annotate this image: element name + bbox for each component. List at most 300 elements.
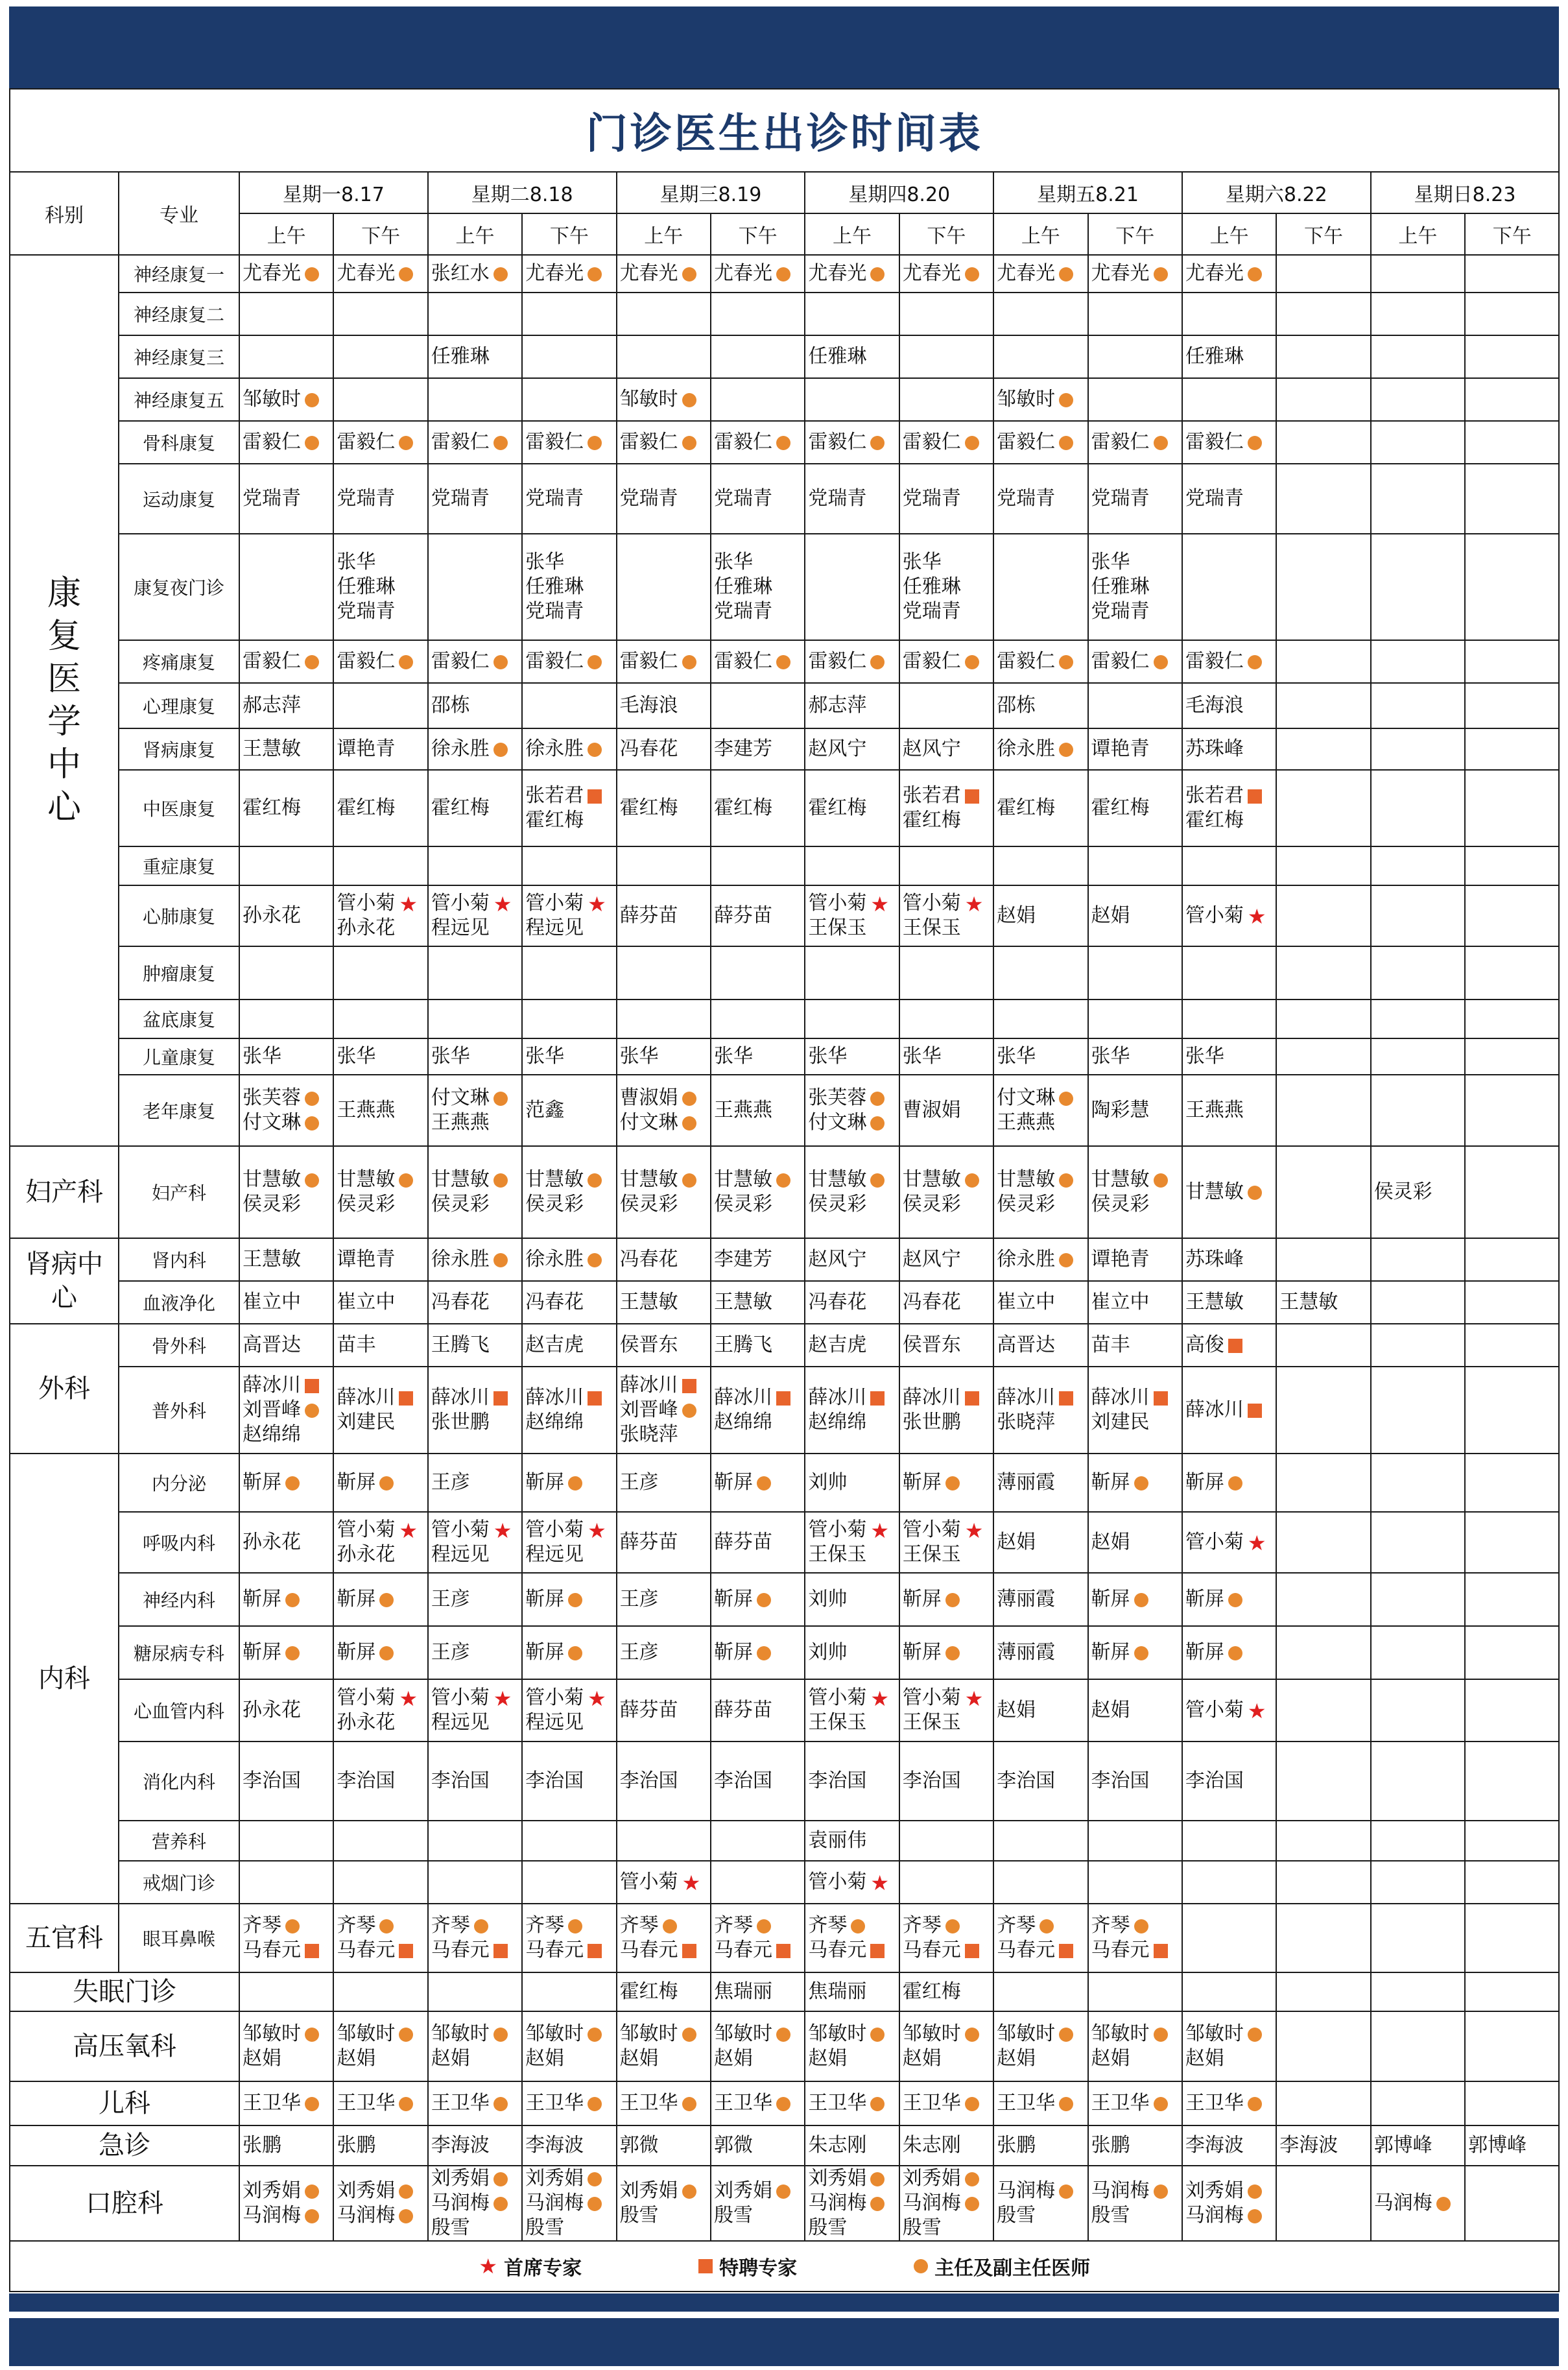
doctor-name: 刘秀娟 xyxy=(337,2179,396,2202)
doctor-entry xyxy=(1091,575,1179,599)
doctor-name: 赵娟 xyxy=(1091,904,1130,927)
schedule-cell xyxy=(1182,378,1276,421)
specialty-name: 血液净化 xyxy=(119,1281,239,1324)
doctor-name: 赵风宁 xyxy=(808,737,867,760)
schedule-cell xyxy=(1371,946,1465,999)
doctor-entry xyxy=(1091,2179,1179,2203)
chief-star-icon: ★ xyxy=(870,1871,890,1895)
doctor-name: 齐琴 xyxy=(713,1914,753,1937)
doctor-entry xyxy=(997,1587,1084,1612)
schedule-cell xyxy=(993,2125,1087,2166)
schedule-cell xyxy=(522,640,616,683)
schedule-cell xyxy=(899,1573,993,1626)
doctor-name: 薛芬苗 xyxy=(713,1531,772,1553)
doctor-name: 侯晋东 xyxy=(619,1334,678,1356)
doctor-entry xyxy=(997,1470,1084,1495)
schedule-cell xyxy=(711,1367,805,1454)
doctor-name: 王卫华 xyxy=(902,2092,961,2114)
doctor-entry xyxy=(808,916,896,940)
schedule-cell xyxy=(333,1573,427,1626)
schedule-cell xyxy=(1371,728,1465,770)
doctor-entry xyxy=(337,1542,424,1567)
doctor-entry xyxy=(525,1542,613,1567)
doctor-name: 雷毅仁 xyxy=(1091,650,1150,673)
doctor-name: 朱志刚 xyxy=(902,2134,961,2157)
schedule-cell xyxy=(1088,1573,1182,1626)
doctor-entry xyxy=(903,2091,990,2116)
doctor-name: 王燕燕 xyxy=(997,1111,1056,1134)
chief-star-icon: ★ xyxy=(588,892,606,916)
schedule-cell xyxy=(428,2081,522,2125)
doctor-entry xyxy=(243,1913,330,1938)
schedule-cell xyxy=(711,1972,805,2011)
doctor-entry xyxy=(1374,2191,1462,2216)
doctor-entry xyxy=(1185,1098,1273,1123)
doctor-name: 张若君 xyxy=(902,784,961,807)
schedule-cell xyxy=(617,293,711,335)
schedule-cell xyxy=(805,2125,899,2166)
doctor-name: 刘秀娟 xyxy=(619,2179,678,2202)
doctor-entry xyxy=(337,737,424,761)
doctor-entry xyxy=(337,261,424,286)
schedule-cell xyxy=(522,1367,616,1454)
doctor-entry xyxy=(997,1938,1084,1963)
schedule-row xyxy=(10,534,1559,640)
schedule-cell xyxy=(522,1573,616,1626)
schedule-cell xyxy=(1276,1679,1370,1742)
schedule-cell xyxy=(899,2011,993,2081)
schedule-cell xyxy=(333,1742,427,1821)
doctor-entry xyxy=(714,649,802,674)
schedule-cell xyxy=(617,1972,711,2011)
doctor-name: 付文琳 xyxy=(431,1086,490,1109)
doctor-entry xyxy=(903,430,990,455)
schedule-cell xyxy=(239,2011,333,2081)
doctor-entry xyxy=(1185,737,1273,761)
schedule-cell xyxy=(1465,293,1559,335)
specialty-name: 儿童康复 xyxy=(119,1038,239,1075)
schedule-cell xyxy=(1371,464,1465,534)
doctor-entry xyxy=(903,2191,990,2216)
doctor-entry xyxy=(337,2133,424,2158)
schedule-cell xyxy=(617,640,711,683)
schedule-cell xyxy=(1465,1324,1559,1367)
doctor-name: 张华 xyxy=(337,1045,376,1068)
director-dot-icon xyxy=(568,1476,582,1490)
doctor-entry xyxy=(525,1769,613,1793)
schedule-row xyxy=(10,421,1559,464)
doctor-entry xyxy=(620,1587,707,1612)
doctor-name: 雷毅仁 xyxy=(619,650,678,673)
bottom-band-thin xyxy=(9,2293,1559,2312)
director-dot-icon xyxy=(285,1593,300,1607)
doctor-name: 管小菊 xyxy=(431,892,490,915)
doctor-name: 赵娟 xyxy=(713,2047,753,2070)
doctor-entry xyxy=(525,1710,613,1735)
schedule-cell xyxy=(239,946,333,999)
doctor-entry xyxy=(337,1247,424,1272)
doctor-name: 孙永花 xyxy=(243,904,301,927)
doctor-name: 王彦 xyxy=(431,1471,470,1494)
doctor-name: 党瑞青 xyxy=(619,487,678,510)
doctor-name: 王彦 xyxy=(431,1588,470,1610)
doctor-entry xyxy=(243,2091,330,2116)
doctor-name: 王慧敏 xyxy=(243,737,301,760)
schedule-cell xyxy=(617,1367,711,1454)
schedule-cell xyxy=(1465,378,1559,421)
director-dot-icon xyxy=(1059,436,1073,450)
doctor-entry xyxy=(903,1710,990,1735)
schedule-cell xyxy=(239,534,333,640)
doctor-name: 霍红梅 xyxy=(1185,809,1244,832)
schedule-cell xyxy=(1088,1821,1182,1861)
doctor-entry xyxy=(808,1542,896,1567)
doctor-entry xyxy=(808,1518,896,1542)
doctor-entry xyxy=(997,1167,1084,1192)
doctor-name: 党瑞青 xyxy=(1091,600,1150,623)
director-dot-icon xyxy=(1154,2097,1168,2111)
schedule-cell xyxy=(1465,885,1559,946)
schedule-cell xyxy=(239,885,333,946)
doctor-entry xyxy=(620,2133,707,2158)
doctor-entry xyxy=(903,1640,990,1665)
schedule-cell xyxy=(522,464,616,534)
doctor-entry xyxy=(808,1980,896,2004)
schedule-cell xyxy=(522,1626,616,1679)
doctor-name: 马春元 xyxy=(997,1939,1056,1961)
doctor-name: 尤春光 xyxy=(997,262,1056,285)
doctor-name: 苏珠峰 xyxy=(1185,1248,1244,1271)
doctor-name: 刘晋峰 xyxy=(619,1398,678,1421)
doctor-entry xyxy=(1091,2091,1179,2116)
doctor-entry xyxy=(1185,2133,1273,2158)
doctor-entry xyxy=(337,575,424,599)
schedule-cell xyxy=(1276,293,1370,335)
doctor-entry xyxy=(431,486,519,511)
doctor-name: 殷雪 xyxy=(1091,2204,1130,2227)
doctor-name: 雷毅仁 xyxy=(243,431,301,453)
schedule-cell xyxy=(428,1573,522,1626)
schedule-cell xyxy=(522,1861,616,1904)
schedule-cell xyxy=(899,1861,993,1904)
director-dot-icon xyxy=(870,655,885,669)
doctor-entry xyxy=(714,1247,802,1272)
schedule-cell xyxy=(805,1821,899,1861)
doctor-entry xyxy=(243,1290,330,1315)
doctor-entry xyxy=(431,1044,519,1069)
doctor-name: 王腾飞 xyxy=(713,1334,772,1356)
afternoon-header: 下午 xyxy=(522,213,616,255)
schedule-cell xyxy=(333,255,427,293)
schedule-cell xyxy=(1088,1742,1182,1821)
doctor-entry xyxy=(1185,1769,1273,1793)
doctor-name: 张芙蓉 xyxy=(243,1086,301,1109)
doctor-entry xyxy=(525,1098,613,1123)
legend xyxy=(10,2241,1559,2292)
schedule-cell xyxy=(993,378,1087,421)
doctor-entry xyxy=(997,649,1084,674)
specialty-name: 内分泌 xyxy=(119,1454,239,1512)
special-square-icon xyxy=(588,1944,602,1958)
schedule-cell xyxy=(805,2081,899,2125)
doctor-name: 侯灵彩 xyxy=(337,1193,396,1215)
schedule-cell xyxy=(805,846,899,885)
schedule-cell xyxy=(1371,1367,1465,1454)
schedule-cell xyxy=(428,846,522,885)
schedule-cell xyxy=(333,335,427,378)
schedule-row xyxy=(10,2125,1559,2166)
specialty-name: 妇产科 xyxy=(119,1146,239,1238)
doctor-entry xyxy=(1185,784,1273,808)
doctor-name: 霍红梅 xyxy=(997,796,1056,819)
schedule-cell xyxy=(1371,683,1465,728)
doctor-name: 崔立中 xyxy=(1091,1291,1150,1313)
doctor-name: 李治国 xyxy=(1091,1769,1150,1792)
doctor-entry xyxy=(1091,2022,1179,2046)
doctor-entry xyxy=(337,796,424,820)
doctor-entry xyxy=(1185,261,1273,286)
schedule-cell xyxy=(993,1861,1087,1904)
schedule-cell xyxy=(428,421,522,464)
schedule-cell xyxy=(1276,1573,1370,1626)
schedule-cell xyxy=(805,1904,899,1972)
doctor-entry xyxy=(431,2191,519,2216)
doctor-entry xyxy=(997,1913,1084,1938)
schedule-cell xyxy=(711,1454,805,1512)
doctor-entry xyxy=(431,1938,519,1963)
chief-star-icon: ★ xyxy=(399,1686,418,1711)
doctor-entry xyxy=(525,1913,613,1938)
schedule-cell xyxy=(899,640,993,683)
schedule-cell xyxy=(1465,1038,1559,1075)
doctor-entry xyxy=(903,261,990,286)
doctor-name: 徐永胜 xyxy=(525,737,584,760)
doctor-name: 刘秀娟 xyxy=(243,2179,301,2202)
doctor-entry xyxy=(337,1913,424,1938)
schedule-cell xyxy=(428,378,522,421)
schedule-cell xyxy=(333,1861,427,1904)
doctor-name: 张华 xyxy=(713,551,753,573)
director-dot-icon xyxy=(305,1404,319,1418)
doctor-entry xyxy=(997,1110,1084,1135)
doctor-entry xyxy=(337,1686,424,1710)
director-dot-icon xyxy=(1248,436,1262,450)
schedule-cell xyxy=(333,378,427,421)
schedule-cell xyxy=(1371,846,1465,885)
schedule-row xyxy=(10,1324,1559,1367)
doctor-name: 殷雪 xyxy=(808,2216,848,2239)
doctor-name: 张晓萍 xyxy=(619,1423,678,1446)
doctor-entry xyxy=(1468,2133,1556,2158)
doctor-name: 马春元 xyxy=(1091,1939,1150,1961)
schedule-cell xyxy=(805,1075,899,1146)
schedule-cell xyxy=(239,1324,333,1367)
special-square-icon xyxy=(1228,1339,1242,1353)
doctor-name: 管小菊 xyxy=(808,1686,867,1709)
doctor-name: 雷毅仁 xyxy=(431,431,490,453)
doctor-name: 孙永花 xyxy=(337,916,396,939)
schedule-cell xyxy=(1465,640,1559,683)
schedule-cell xyxy=(1182,885,1276,946)
schedule-cell xyxy=(1088,2166,1182,2241)
specialty-name: 心肺康复 xyxy=(119,885,239,946)
doctor-entry xyxy=(997,2046,1084,2071)
schedule-cell xyxy=(1465,1573,1559,1626)
doctor-entry xyxy=(431,891,519,916)
doctor-name: 齐琴 xyxy=(243,1914,281,1937)
schedule-cell xyxy=(993,1038,1087,1075)
doctor-name: 管小菊 xyxy=(431,1686,490,1709)
schedule-cell xyxy=(522,1512,616,1573)
director-dot-icon xyxy=(1248,655,1262,669)
schedule-cell xyxy=(899,1904,993,1972)
specialty-name: 普外科 xyxy=(119,1367,239,1454)
schedule-cell xyxy=(617,1512,711,1573)
special-square-icon xyxy=(1248,1404,1262,1418)
doctor-entry xyxy=(337,550,424,575)
doctor-entry xyxy=(525,1290,613,1315)
schedule-row xyxy=(10,1626,1559,1679)
doctor-name: 王慧敏 xyxy=(1279,1291,1338,1313)
doctor-entry xyxy=(903,1385,990,1410)
schedule-cell xyxy=(1088,1972,1182,2011)
schedule-cell xyxy=(805,1146,899,1238)
doctor-name: 刘秀娟 xyxy=(713,2179,772,2202)
doctor-entry xyxy=(997,261,1084,286)
doctor-name: 赵娟 xyxy=(525,2047,565,2070)
doctor-entry xyxy=(337,1333,424,1358)
doctor-name: 赵娟 xyxy=(1091,1531,1130,1553)
schedule-cell xyxy=(1088,1075,1182,1146)
schedule-cell xyxy=(1465,255,1559,293)
doctor-entry xyxy=(808,1686,896,1710)
schedule-cell xyxy=(1088,846,1182,885)
schedule-cell xyxy=(1465,770,1559,846)
schedule-cell xyxy=(1371,1861,1465,1904)
department-name: 外科 xyxy=(10,1324,119,1454)
doctor-name: 薛芬苗 xyxy=(619,904,678,927)
schedule-cell xyxy=(805,640,899,683)
doctor-entry xyxy=(714,1410,802,1435)
doctor-name: 付文琳 xyxy=(997,1086,1056,1109)
schedule-cell xyxy=(1182,1904,1276,1972)
director-dot-icon xyxy=(1059,267,1073,281)
page-title: 门诊医生出诊时间表 xyxy=(10,89,1559,172)
director-dot-icon xyxy=(914,2259,928,2273)
director-dot-icon xyxy=(379,1476,394,1490)
schedule-cell xyxy=(805,1324,899,1367)
schedule-cell xyxy=(1276,846,1370,885)
schedule-cell xyxy=(1182,640,1276,683)
doctor-name: 刘秀娟 xyxy=(902,2167,961,2190)
doctor-entry xyxy=(620,796,707,820)
schedule-cell xyxy=(805,2011,899,2081)
doctor-entry xyxy=(714,486,802,511)
schedule-row xyxy=(10,1972,1559,2011)
director-dot-icon xyxy=(757,1476,771,1490)
doctor-name: 王保玉 xyxy=(808,916,867,939)
department-name: 康 复 医 学 中 心 xyxy=(10,255,119,1146)
doctor-name: 霍红梅 xyxy=(902,1980,961,2003)
doctor-name: 焦瑞丽 xyxy=(713,1980,772,2003)
doctor-name: 管小菊 xyxy=(337,1686,396,1709)
director-dot-icon xyxy=(757,1646,771,1660)
doctor-name: 马润梅 xyxy=(808,2192,867,2214)
doctor-entry xyxy=(1091,1098,1179,1123)
doctor-entry xyxy=(431,2046,519,2071)
doctor-name: 任雅琳 xyxy=(713,575,772,598)
doctor-name: 马润梅 xyxy=(997,2179,1056,2202)
doctor-entry xyxy=(714,2179,802,2203)
schedule-cell xyxy=(1088,378,1182,421)
doctor-entry xyxy=(243,1470,330,1495)
doctor-entry xyxy=(525,1410,613,1435)
specialty-name: 眼耳鼻喉 xyxy=(119,1904,239,1972)
doctor-entry xyxy=(620,430,707,455)
schedule-cell xyxy=(805,946,899,999)
doctor-entry xyxy=(808,1333,896,1358)
doctor-entry xyxy=(903,1518,990,1542)
doctor-name: 谭艳青 xyxy=(337,1248,396,1271)
doctor-name: 党瑞青 xyxy=(337,600,396,623)
schedule-cell xyxy=(333,1972,427,2011)
doctor-entry xyxy=(337,891,424,916)
doctor-name: 王保玉 xyxy=(808,1543,867,1566)
doctor-name: 付文琳 xyxy=(619,1111,678,1134)
director-dot-icon xyxy=(1059,743,1073,757)
doctor-entry xyxy=(620,1938,707,1963)
doctor-name: 甘慧敏 xyxy=(243,1168,301,1191)
doctor-entry xyxy=(997,1640,1084,1665)
doctor-entry xyxy=(1091,1769,1179,1793)
schedule-cell xyxy=(239,1573,333,1626)
doctor-entry xyxy=(808,2133,896,2158)
schedule-cell xyxy=(1371,534,1465,640)
doctor-entry xyxy=(903,2216,990,2240)
doctor-name: 朱志刚 xyxy=(808,2134,867,2157)
doctor-name: 殷雪 xyxy=(902,2216,942,2239)
doctor-name: 张世鹏 xyxy=(902,1411,961,1433)
schedule-cell xyxy=(711,464,805,534)
schedule-row xyxy=(10,378,1559,421)
schedule-cell xyxy=(899,846,993,885)
schedule-cell xyxy=(1088,999,1182,1038)
schedule-cell xyxy=(1276,1972,1370,2011)
schedule-cell xyxy=(522,1972,616,2011)
doctor-name: 马春元 xyxy=(243,1939,301,1961)
specialty-name: 运动康复 xyxy=(119,464,239,534)
director-dot-icon xyxy=(568,1593,582,1607)
bottom-band xyxy=(9,2318,1559,2366)
doctor-name: 赵风宁 xyxy=(902,737,961,760)
schedule-cell xyxy=(1276,1324,1370,1367)
schedule-cell xyxy=(617,2125,711,2166)
doctor-name: 靳屏 xyxy=(1185,1641,1224,1664)
doctor-entry xyxy=(903,1247,990,1272)
schedule-cell xyxy=(428,1972,522,2011)
doctor-name: 党瑞青 xyxy=(713,600,772,623)
director-dot-icon xyxy=(776,2097,790,2111)
schedule-cell xyxy=(333,1512,427,1573)
schedule-cell xyxy=(993,293,1087,335)
doctor-entry xyxy=(1279,2133,1367,2158)
director-dot-icon xyxy=(870,2028,885,2042)
doctor-entry xyxy=(337,2046,424,2071)
director-dot-icon xyxy=(493,1253,508,1267)
schedule-row xyxy=(10,1075,1559,1146)
schedule-cell xyxy=(805,885,899,946)
schedule-cell xyxy=(428,1238,522,1281)
